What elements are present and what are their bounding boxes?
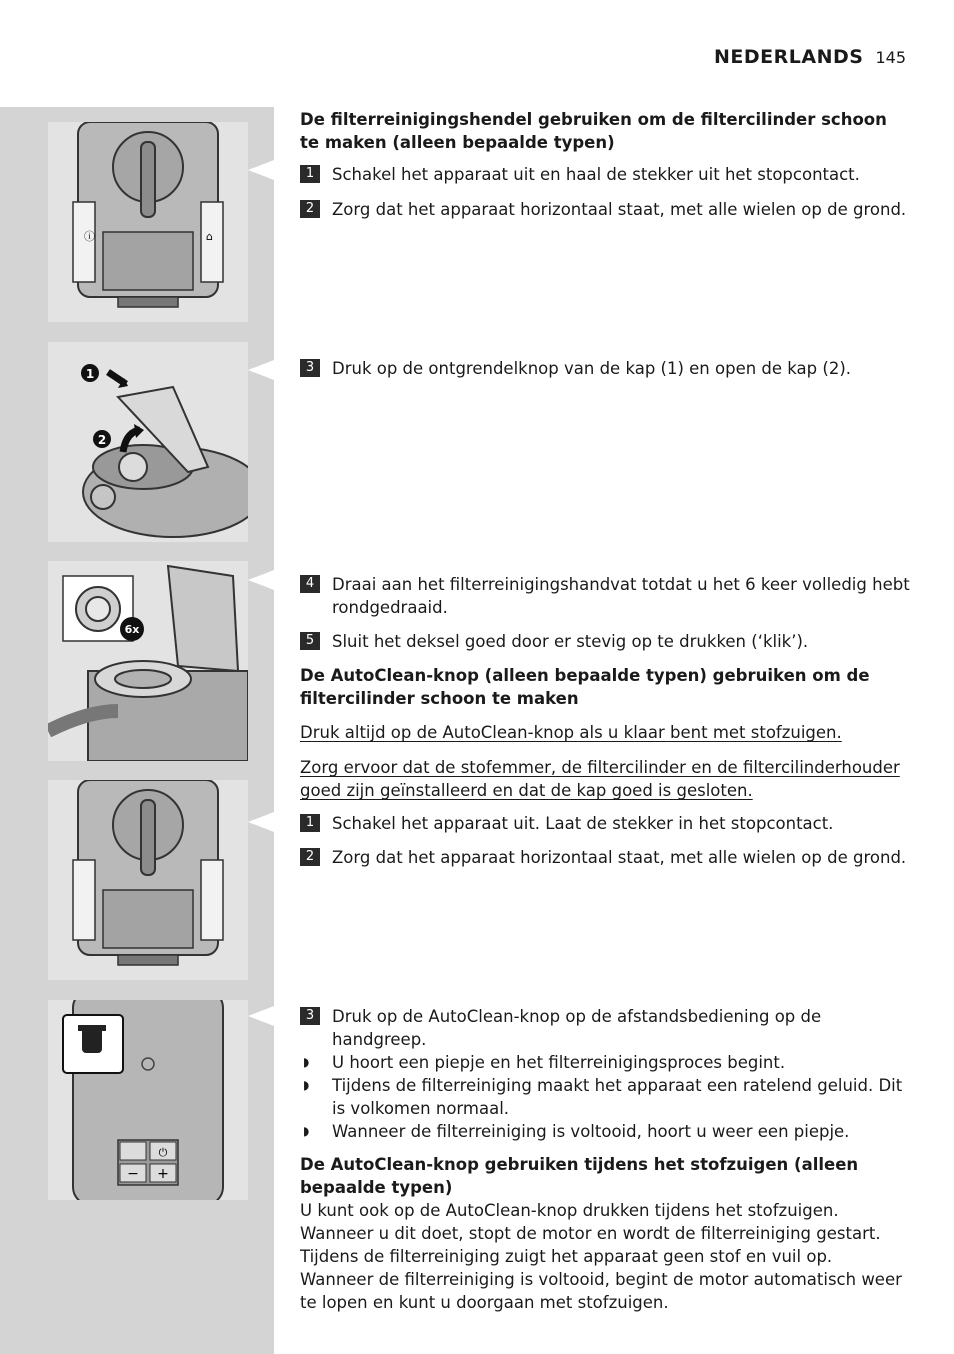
step-text: Sluit het deksel goed door er stevig op te drukken (‘klik’). (332, 632, 809, 651)
page-number: 145 (875, 48, 906, 67)
step-number: 3 (300, 1007, 320, 1025)
step-number: 4 (300, 575, 320, 593)
callout-1: 1 (85, 367, 95, 381)
figure-open-cover (48, 342, 248, 542)
figure-pointer (248, 360, 274, 380)
step-text: Schakel het apparaat uit en haal de stekker uit het stopcontact. (332, 165, 860, 184)
step-text: Druk op de ontgrendelknop van de kap (1) en open de kap (2). (332, 359, 852, 378)
step-text: Druk op de AutoClean-knop op de afstandsbediening op de handgreep. (332, 1007, 822, 1049)
step-number: 2 (300, 848, 320, 866)
note-block (300, 721, 910, 744)
figure-pointer (248, 812, 274, 832)
bullet-text: Wanneer de filterreiniging is voltooid, hoort u weer een piepje. (332, 1122, 850, 1141)
figure-pointer (248, 160, 274, 180)
step-and-bullets (300, 1005, 910, 1143)
figure-vacuum-top-2 (48, 780, 248, 980)
figure-turn-handle (48, 561, 248, 761)
step-number: 5 (300, 632, 320, 650)
bullet-text: Tijdens de filterreiniging maakt het apparaat een ratelend geluid. Dit is volkomen normaal. (332, 1076, 903, 1118)
body-paragraph: U kunt ook op de AutoClean-knop drukken tijdens het stofzuigen. Wanneer u dit doet, stopt de motor en wordt de filterreiniging gestart. Tijdens de filterreiniging zuigt het apparaat geen stof en vuil op. Wanneer de filterreiniging is voltooid, begint de motor automatisch weer te lopen en kunt u doorgaan met stofzuigen. (300, 1201, 902, 1312)
step (300, 357, 910, 380)
step-number: 1 (300, 814, 320, 832)
bullet-text: U hoort een piepje en het filterreinigingsproces begint. (332, 1053, 786, 1072)
step-number: 1 (300, 165, 320, 183)
step (300, 812, 910, 835)
underlined-note: Druk altijd op de AutoClean-knop als u klaar bent met stofzuigen. (300, 723, 842, 742)
bullet-icon: ◗ (303, 1055, 310, 1069)
step-text: Draai aan het filterreinigingshandvat totdat u het 6 keer volledig hebt rondgedraaid. (332, 575, 910, 617)
section1-heading-block (300, 108, 910, 154)
step (300, 198, 910, 221)
plus-icon: + (157, 1166, 169, 1182)
step-text: Zorg dat het apparaat horizontaal staat, met alle wielen op de grond. (332, 200, 907, 219)
callout-2: 2 (97, 433, 107, 447)
power-icon: ⏻ (158, 1146, 168, 1159)
filter-icon: ⌂ (206, 230, 213, 243)
step-text: Zorg dat het apparaat horizontaal staat, met alle wielen op de grond. (332, 848, 907, 867)
section-heading: De filterreinigingshendel gebruiken om de filtercilinder schoon te maken (alleen bepaalde typen) (300, 110, 887, 152)
section3-block (300, 1153, 910, 1314)
step (300, 630, 910, 653)
underlined-note: Zorg ervoor dat de stofemmer, de filtercilinder en de filtercilinderhouder goed zijn geïnstalleerd en dat de kap goed is gesloten. (300, 758, 900, 800)
section-heading: De AutoClean-knop gebruiken tijdens het stofzuigen (alleen bepaalde typen) (300, 1155, 859, 1197)
figure-vacuum-top-1 (48, 122, 248, 322)
figure-pointer (248, 570, 274, 590)
step-number: 2 (300, 200, 320, 218)
figure-remote-handle (48, 1000, 248, 1200)
step-text: Schakel het apparaat uit. Laat de stekker in het stopcontact. (332, 814, 834, 833)
step (300, 573, 910, 619)
page-header (714, 46, 906, 76)
step (300, 846, 910, 869)
step (300, 163, 910, 186)
section2-heading-block (300, 664, 910, 710)
rotation-badge: 6x (124, 623, 140, 636)
minus-icon: − (127, 1166, 139, 1182)
note-block (300, 756, 910, 802)
section-heading: De AutoClean-knop (alleen bepaalde typen) gebruiken om de filtercilinder schoon te maken (300, 666, 870, 708)
step-number: 3 (300, 359, 320, 377)
bullet-icon: ◗ (303, 1078, 310, 1092)
bullet-icon: ◗ (303, 1124, 310, 1138)
figure-pointer (248, 1006, 274, 1026)
power-icon: ⓘ (84, 230, 95, 243)
language-title: NEDERLANDS (714, 46, 864, 68)
